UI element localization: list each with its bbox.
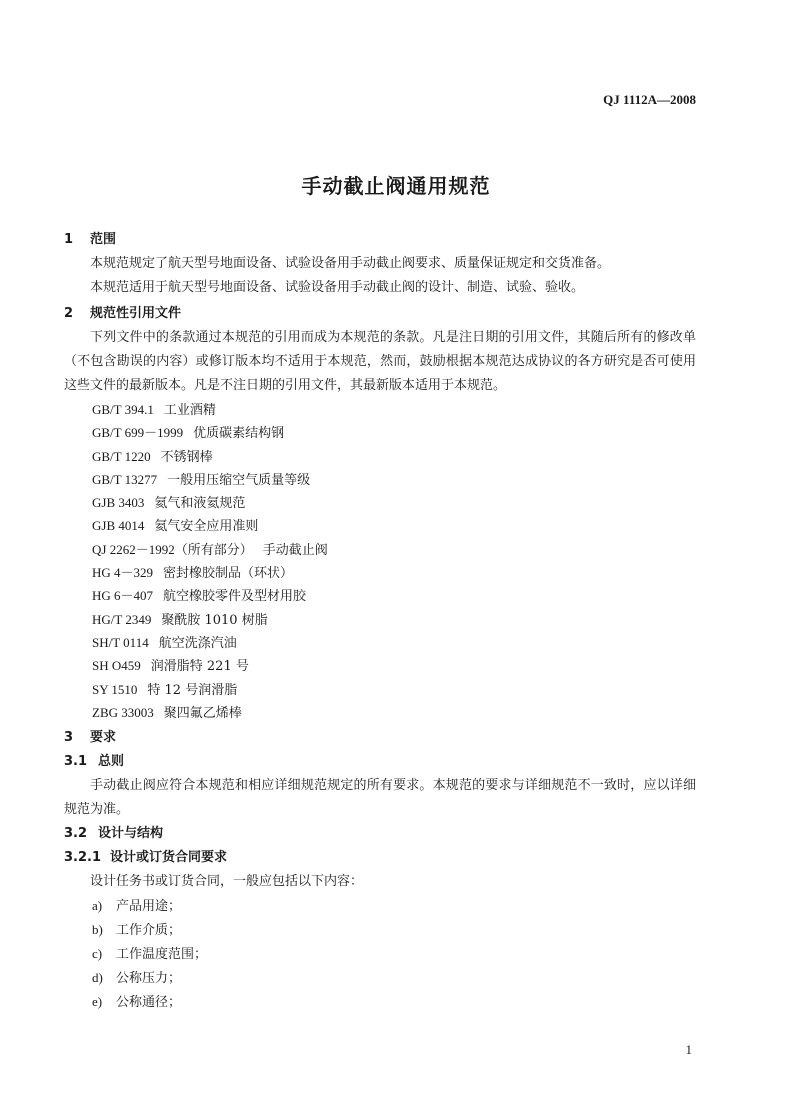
reference-name: 航空橡胶零件及型材用胶 (163, 589, 307, 605)
list-text: 工作介质； (116, 923, 182, 939)
reference-name: 一般用压缩空气质量等级 (167, 472, 311, 488)
reference-code: HG 4－329 (92, 565, 154, 581)
reference-item (64, 608, 696, 631)
subsection-3-2-heading (64, 822, 696, 846)
reference-code: GB/T 394.1 (92, 402, 154, 417)
reference-name: 特 12 号润滑脂 (147, 682, 238, 698)
list-text: 公称压力； (116, 971, 182, 987)
section-number: 1 (64, 232, 74, 247)
subsection-title: 设计或订货合同要求 (110, 850, 228, 866)
reference-item (64, 584, 696, 607)
subsection-number: 3.2.1 (64, 850, 102, 866)
paragraph: 本规范规定了航天型号地面设备、试验设备用手动截止阀要求、质量保证规定和交货准备。 (90, 256, 611, 271)
reference-item (64, 701, 696, 724)
reference-item (64, 631, 696, 654)
reference-name: 密封橡胶制品（环状） (163, 566, 294, 582)
list-item (64, 894, 696, 918)
reference-name: 工业酒精 (163, 403, 216, 418)
reference-name: 航空洗涤汽油 (158, 635, 237, 651)
section-1-heading (64, 228, 696, 252)
reference-code: SH/T 0114 (92, 634, 149, 650)
reference-list (64, 398, 696, 724)
document-code: QJ 1112A—2008 (603, 92, 696, 107)
section-3-heading (64, 726, 696, 750)
list-text: 工作温度范围； (116, 947, 208, 963)
reference-code: SY 1510 (92, 681, 138, 697)
paragraph: 手动截止阀应符合本规范和相应详细规范规定的所有要求。本规范的要求与详细规范不一致时，应以详细规范为准。 (64, 778, 696, 818)
list-text: 公称通径； (116, 995, 182, 1011)
reference-code: GJB 3403 (92, 495, 145, 511)
reference-item (64, 421, 696, 444)
page-number: 1 (685, 1042, 692, 1057)
list-item (64, 990, 696, 1014)
subsection-number: 3.1 (64, 754, 88, 770)
reference-item (64, 678, 696, 701)
reference-item (64, 468, 696, 491)
list-item (64, 942, 696, 966)
reference-name: 聚酰胺 1010 树脂 (161, 612, 268, 628)
subsection-number: 3.2 (64, 826, 88, 842)
reference-name: 不锈钢棒 (160, 449, 213, 465)
section-number: 3 (64, 730, 74, 746)
section-title: 要求 (90, 730, 117, 746)
reference-item (64, 514, 696, 537)
reference-code: ZBG 33003 (92, 704, 154, 720)
reference-name: 优质碳素结构钢 (193, 426, 285, 442)
document-title: 手动截止阀通用规范 (301, 174, 491, 198)
subsection-3-1-heading (64, 750, 696, 774)
reference-code: QJ 2262－1992（所有部分） (92, 541, 253, 557)
list-text: 产品用途； (116, 899, 182, 915)
reference-name: 氦气和液氦规范 (154, 496, 246, 512)
section-2-heading (64, 302, 696, 326)
reference-code: HG/T 2349 (92, 611, 152, 627)
subsection-title: 总则 (98, 754, 125, 770)
list-item (64, 918, 696, 942)
reference-code: GB/T 699－1999 (92, 425, 184, 441)
reference-item (64, 538, 696, 561)
reference-item (64, 445, 696, 468)
list-marker: a) (92, 898, 103, 914)
reference-name: 氦气安全应用准则 (154, 519, 259, 535)
subsection-3-2-1-heading (64, 846, 696, 870)
section-title: 范围 (90, 232, 117, 247)
list-marker: e) (92, 994, 103, 1010)
reference-code: SH O459 (92, 658, 141, 674)
reference-name: 手动截止阀 (262, 542, 328, 558)
document-body (64, 226, 696, 1014)
reference-item (64, 491, 696, 514)
subsection-title: 设计与结构 (98, 826, 164, 842)
paragraph: 设计任务书或订货合同，一般应包括以下内容： (90, 874, 364, 890)
section-title: 规范性引用文件 (90, 306, 182, 321)
reference-code: GB/T 13277 (92, 471, 158, 487)
list-marker: d) (92, 970, 103, 986)
reference-item (64, 654, 696, 677)
list-item (64, 966, 696, 990)
list-marker: b) (92, 922, 103, 938)
reference-code: GB/T 1220 (92, 448, 151, 464)
requirements-list (64, 894, 696, 1014)
section-number: 2 (64, 306, 74, 321)
reference-item (64, 398, 696, 421)
paragraph: 下列文件中的条款通过本规范的引用而成为本规范的条款。凡是注日期的引用文件，其随后所有的修改单（不包含勘误的内容）或修订版本均不适用于本规范，然而，鼓励根据本规范达成协议的各方研究是否可使用这些文件的最新版本。凡是不注日期的引用文件，其最新版本适用于本规范。 (64, 330, 696, 393)
reference-name: 润滑脂特 221 号 (150, 659, 249, 675)
reference-item (64, 561, 696, 584)
reference-name: 聚四氟乙烯棒 (163, 705, 242, 721)
reference-code: HG 6－407 (92, 588, 154, 604)
list-marker: c) (92, 946, 103, 962)
paragraph: 本规范适用于航天型号地面设备、试验设备用手动截止阀的设计、制造、试验、验收。 (90, 280, 585, 295)
reference-code: GJB 4014 (92, 518, 145, 534)
